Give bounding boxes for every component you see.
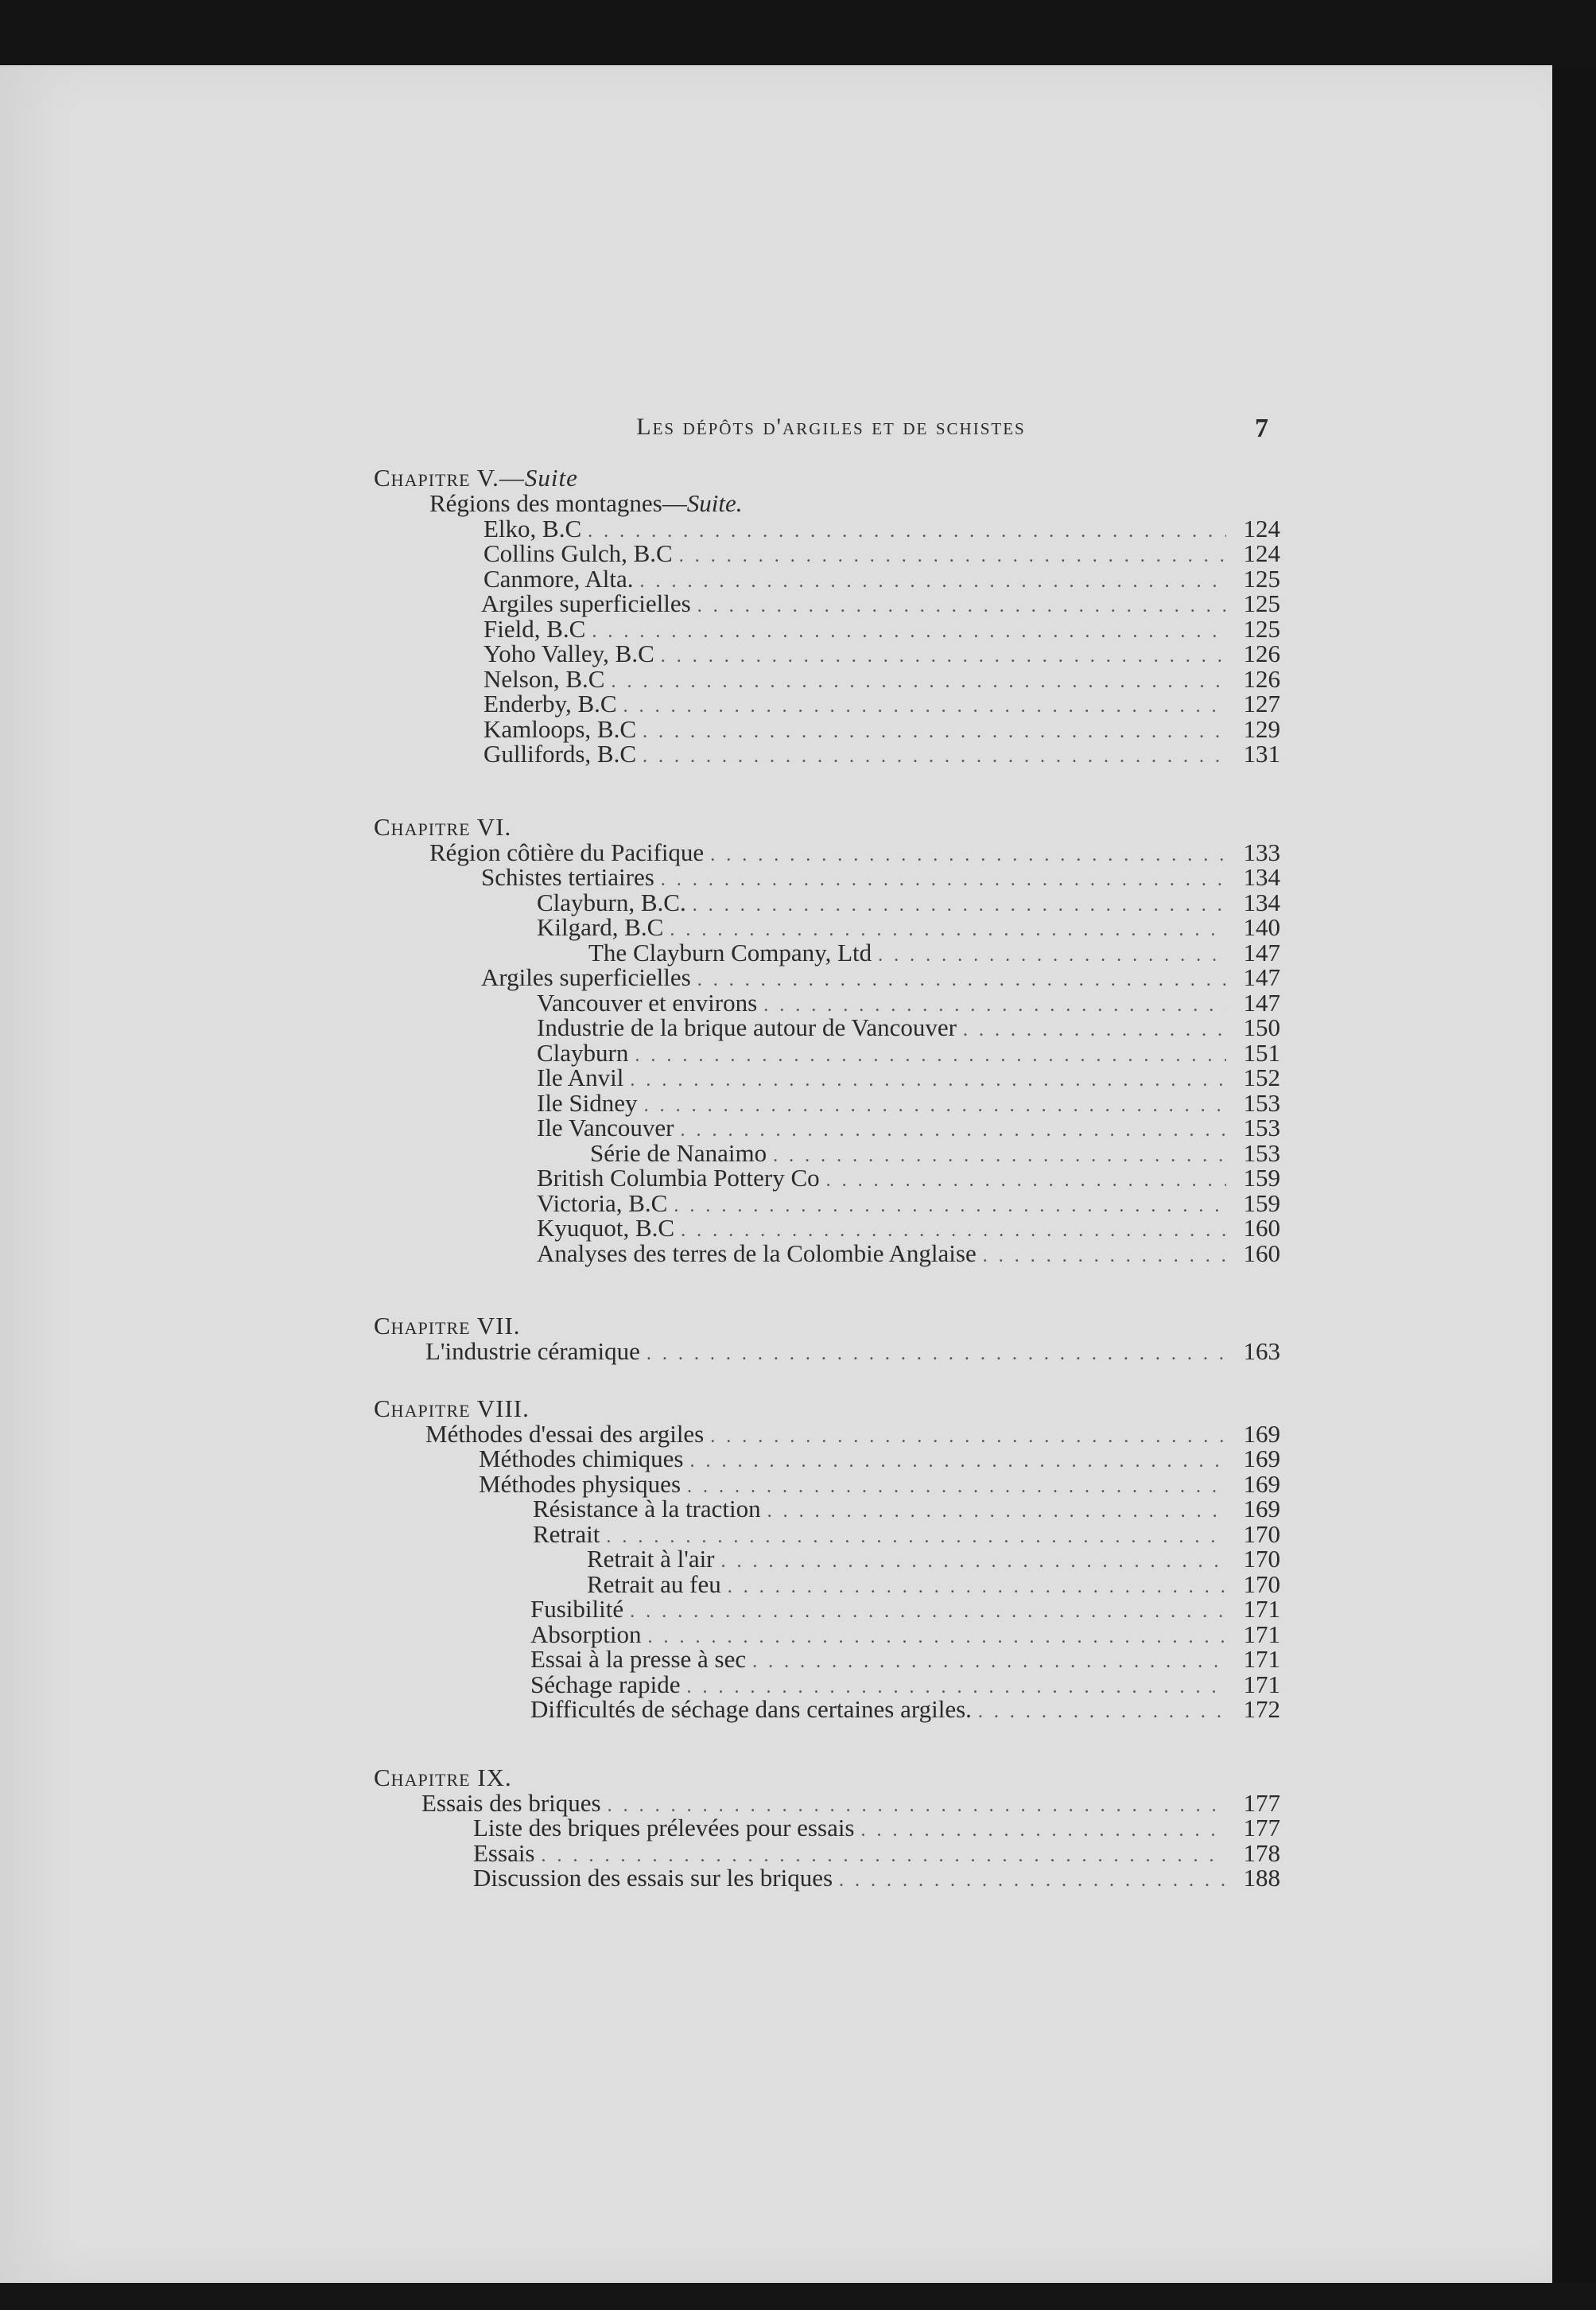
toc-entry: Clayburn . . . 151	[374, 1040, 1280, 1066]
toc-entry: Liste des briques prélevées pour essais . . . 177	[374, 1815, 1280, 1841]
toc-entry: Analyses des terres de la Colombie Anglaise . . . 160	[374, 1241, 1280, 1266]
toc-entry: Nelson, B.C . . . 126	[374, 667, 1280, 692]
toc-entry: Résistance à la traction . . . 169	[374, 1496, 1280, 1522]
toc-entry: Régions des montagnes—Suite.	[429, 489, 743, 517]
scan-top-border	[0, 0, 1596, 73]
toc-entry: The Clayburn Company, Ltd . . . 147	[374, 940, 1280, 966]
chapter-heading: Chapitre IX.	[374, 1763, 512, 1791]
toc-entry: Absorption . . . 171	[374, 1622, 1280, 1647]
page-number: 7	[1255, 414, 1268, 443]
toc-entry: Séchage rapide . . . 171	[374, 1672, 1280, 1698]
chapter-section	[374, 1313, 1280, 1364]
toc-entry: Kamloops, B.C . . . 129	[374, 717, 1280, 742]
toc-entry: Essais . . . 178	[374, 1841, 1280, 1866]
chapter-section	[374, 465, 1280, 767]
toc-entry: Enderby, B.C . . . 127	[374, 691, 1280, 717]
toc-entry: Schistes tertiaires . . . 134	[374, 865, 1280, 890]
toc-entry: Difficultés de séchage dans certaines argiles. . . . 172	[374, 1697, 1280, 1722]
toc-entry: Kyuquot, B.C . . . 160	[374, 1215, 1280, 1241]
chapter-section	[374, 1765, 1280, 1891]
toc-entry: Fusibilité . . . 171	[374, 1596, 1280, 1622]
toc-entry: Retrait . . . 170	[374, 1522, 1280, 1547]
chapter-heading: Chapitre V.—Suite	[374, 464, 578, 492]
toc-entry: Canmore, Alta. . . . 125	[374, 566, 1280, 592]
toc-entry: Kilgard, B.C . . . 140	[374, 915, 1280, 940]
toc-entry: Série de Nanaimo . . . 153	[374, 1141, 1280, 1166]
toc-entry: Essai à la presse à sec . . . 171	[374, 1647, 1280, 1672]
toc-entry: Région côtière du Pacifique . . . 133	[374, 840, 1280, 865]
toc-entry: Gullifords, B.C . . . 131	[374, 741, 1280, 767]
toc-entry: Ile Sidney . . . 153	[374, 1091, 1280, 1116]
toc-entry: Elko, B.C . . . 124	[374, 516, 1280, 542]
toc-entry: Industrie de la brique autour de Vancouver . . . 150	[374, 1015, 1280, 1040]
running-head: Les dépôts d'argiles et de schistes	[636, 414, 1026, 440]
scan-bottom-border	[0, 2283, 1596, 2310]
toc-entry: Méthodes d'essai des argiles . . . 169	[374, 1421, 1280, 1447]
toc-entry: British Columbia Pottery Co . . . 159	[374, 1165, 1280, 1191]
toc-entry: Ile Anvil . . . 152	[374, 1065, 1280, 1091]
scan-right-border	[1552, 65, 1596, 2310]
toc-entry: Vancouver et environs . . . 147	[374, 990, 1280, 1016]
toc-entry: Méthodes physiques . . . 169	[374, 1472, 1280, 1497]
chapter-heading: Chapitre VIII.	[374, 1394, 530, 1422]
toc-entry: Argiles superficielles . . . 125	[374, 591, 1280, 616]
toc-entry: Essais des briques . . . 177	[374, 1791, 1280, 1816]
chapter-heading: Chapitre VI.	[374, 812, 512, 841]
toc-entry: Discussion des essais sur les briques . . . 188	[374, 1865, 1280, 1891]
toc-entry: Argiles superficielles . . . 147	[374, 965, 1280, 990]
chapter-heading: Chapitre VII.	[374, 1312, 521, 1340]
table-of-contents	[374, 465, 1280, 1891]
toc-entry: Ile Vancouver . . . 153	[374, 1115, 1280, 1141]
toc-entry: L'industrie céramique . . . 163	[374, 1339, 1280, 1364]
chapter-section	[374, 1396, 1280, 1722]
toc-entry: Méthodes chimiques . . . 169	[374, 1446, 1280, 1472]
toc-entry: Victoria, B.C . . . 159	[374, 1191, 1280, 1216]
toc-entry: Field, B.C . . . 125	[374, 616, 1280, 642]
chapter-section	[374, 812, 1280, 1267]
toc-entry: Clayburn, B.C. . . . 134	[374, 890, 1280, 916]
toc-entry: Yoho Valley, B.C . . . 126	[374, 641, 1280, 667]
toc-entry: Collins Gulch, B.C . . . 124	[374, 541, 1280, 566]
toc-entry: Retrait au feu . . . 170	[374, 1572, 1280, 1597]
toc-entry: Retrait à l'air . . . 170	[374, 1546, 1280, 1572]
